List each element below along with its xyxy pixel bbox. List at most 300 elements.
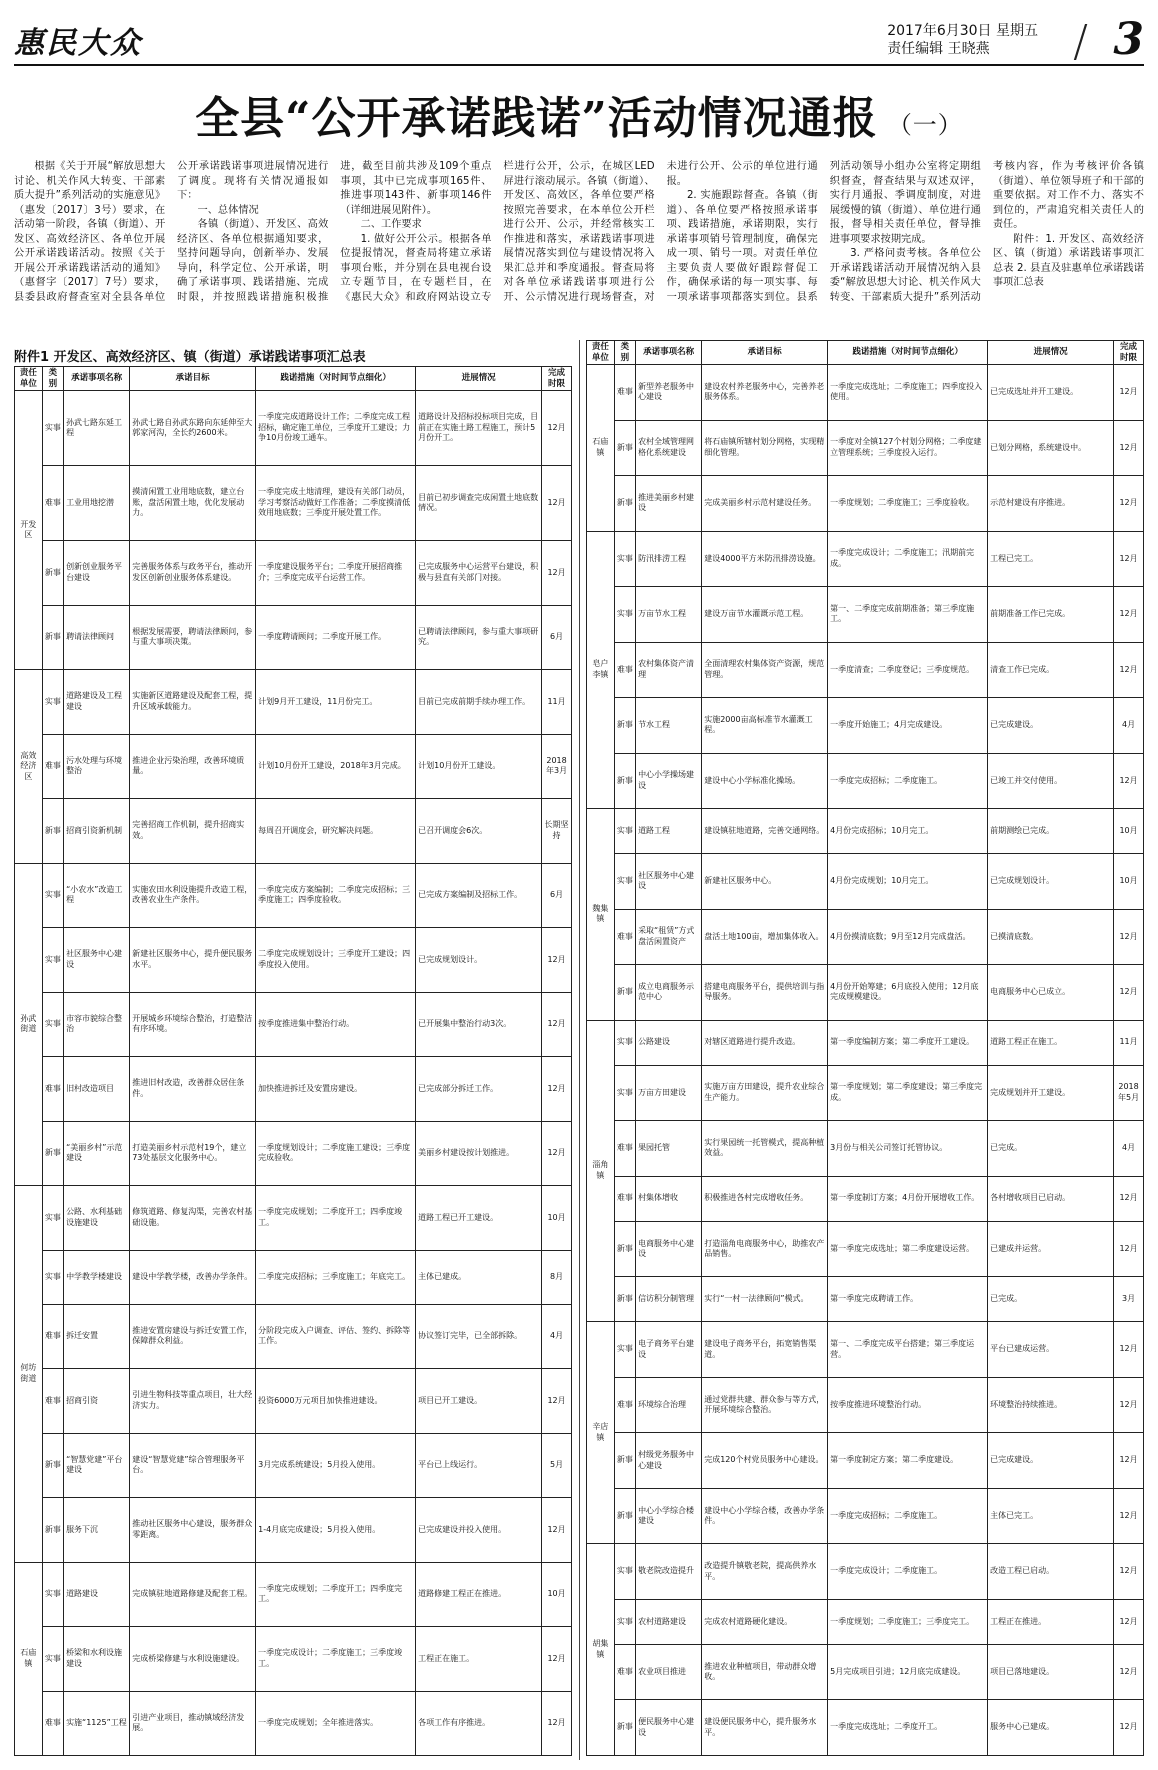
goal-cell: 完成120个村党员服务中心建设。 xyxy=(702,1433,828,1489)
measures-cell: 4月份完成招标；10月完工。 xyxy=(828,809,988,854)
measures-cell: 第一季度规划；第二季度建设；第三季度完成。 xyxy=(828,1065,988,1121)
item-name-cell: 市容市貌综合整治 xyxy=(64,992,130,1057)
table-left xyxy=(14,366,572,1756)
deadline-cell: 12月 xyxy=(1114,1544,1144,1600)
deadline-cell: 6月 xyxy=(542,605,572,670)
column-header: 责任单位 xyxy=(15,367,43,391)
measures-cell: 1-4月底完成建设；5月投入使用。 xyxy=(256,1498,416,1563)
item-name-cell: 农村集体资产清理 xyxy=(636,642,702,698)
deadline-cell: 12月 xyxy=(542,1627,572,1692)
item-name-cell: 农村全域管理网格化系统建设 xyxy=(636,420,702,476)
deadline-cell: 6月 xyxy=(542,863,572,928)
goal-cell: 推进旧村改造，改善群众居住条件。 xyxy=(130,1057,256,1122)
goal-cell: 建设中心小学标准化操场。 xyxy=(702,753,828,809)
measures-cell: 第一季度制订方案；4月份开展增收工作。 xyxy=(828,1176,988,1221)
item-name-cell: 招商引资 xyxy=(64,1369,130,1434)
goal-cell: 打造淄角电商服务中心，助推农产品销售。 xyxy=(702,1221,828,1277)
progress-cell: 协议签订完毕，已全部拆除。 xyxy=(416,1304,542,1369)
responsible-unit-cell: 石庙镇 xyxy=(15,1562,43,1756)
progress-cell: 平台已建成运营。 xyxy=(988,1322,1114,1378)
deadline-cell: 长期坚持 xyxy=(542,799,572,864)
goal-cell: 打造美丽乡村示范村19个，建立73处基层文化服务中心。 xyxy=(130,1121,256,1186)
table-row xyxy=(587,1700,1144,1756)
table-row xyxy=(15,1186,572,1251)
category-cell: 难事 xyxy=(614,1121,635,1177)
progress-cell: 清查工作已完成。 xyxy=(988,642,1114,698)
table-row xyxy=(15,863,572,928)
table-row xyxy=(15,1627,572,1692)
deadline-cell: 12月 xyxy=(1114,753,1144,809)
deadline-cell: 12月 xyxy=(1114,642,1144,698)
progress-cell: 完成规划并开工建设。 xyxy=(988,1065,1114,1121)
item-name-cell: 节水工程 xyxy=(636,698,702,754)
category-cell: 新事 xyxy=(42,1498,63,1563)
measures-cell: 加快推进拆迁及安置房建设。 xyxy=(256,1057,416,1122)
category-cell: 实事 xyxy=(42,1562,63,1627)
goal-cell: 实施2000亩高标准节水灌溉工程。 xyxy=(702,698,828,754)
progress-cell: 已完成建设。 xyxy=(988,698,1114,754)
measures-cell: 第一、二季度完成前期准备；第三季度施工。 xyxy=(828,587,988,643)
goal-cell: 建设中心小学综合楼，改善办学条件。 xyxy=(702,1488,828,1544)
table-row xyxy=(587,1544,1144,1600)
goal-cell: 完成农村道路硬化建设。 xyxy=(702,1599,828,1644)
headline-title: 全县“公开承诺践诺”活动情况通报 xyxy=(195,93,878,144)
newspaper-logo: 惠民大众 xyxy=(14,26,142,61)
progress-cell: 已完成建设并投入使用。 xyxy=(416,1498,542,1563)
column-header: 践诺措施（对时间节点细化） xyxy=(256,367,416,391)
deadline-cell: 12月 xyxy=(542,1691,572,1756)
deadline-cell: 3月 xyxy=(1114,1277,1144,1322)
item-name-cell: 中心小学综合楼建设 xyxy=(636,1488,702,1544)
column-header: 承诺事项名称 xyxy=(636,341,702,365)
category-cell: 新事 xyxy=(42,799,63,864)
goal-cell: 建设电子商务平台，拓宽销售渠道。 xyxy=(702,1322,828,1378)
measures-cell: 一季度完成选址；二季度开工。 xyxy=(828,1700,988,1756)
item-name-cell: “智慧党建”平台建设 xyxy=(64,1433,130,1498)
table-row xyxy=(15,734,572,799)
item-name-cell: 旧村改造项目 xyxy=(64,1057,130,1122)
item-name-cell: 中心小学操场建设 xyxy=(636,753,702,809)
table-row xyxy=(587,1322,1144,1378)
table-row xyxy=(587,1488,1144,1544)
progress-cell: 各项工作有序推进。 xyxy=(416,1691,542,1756)
category-cell: 新事 xyxy=(614,753,635,809)
measures-cell: 一季度清查；二季度登记；三季度规范。 xyxy=(828,642,988,698)
progress-cell: 目前已初步调查完成闲置土地底数情况。 xyxy=(416,466,542,541)
deadline-cell: 12月 xyxy=(542,1498,572,1563)
goal-cell: 盘活土地100亩，增加集体收入。 xyxy=(702,909,828,965)
table-row xyxy=(587,854,1144,910)
table-row xyxy=(587,642,1144,698)
item-name-cell: 电子商务平台建设 xyxy=(636,1322,702,1378)
intro-paragraph: 2. 实施跟踪督查。各镇（街道）、各单位要严格按照承诺事项、践诺措施，承诺期限，实行承诺事项销号管理制度，确保完成一项、销号一项。对责任单位主要负责人要做好跟踪督促工作，确保承诺的每一项实事、每一项承诺事项都落实到位。县系列活动领导小组办公室将定期组织督查，督查结果与双述双评，实行月通报、季调度制度，对进展缓慢的镇（街道）、单位进行通报，督导相关责任单位，督导推进事项要求按期完成。 xyxy=(666,161,981,303)
goal-cell: 实行果园统一托管模式，提高种植效益。 xyxy=(702,1121,828,1177)
measures-cell: 分阶段完成入户调查、评估、签约、拆除等工作。 xyxy=(256,1304,416,1369)
table-row xyxy=(15,1433,572,1498)
item-name-cell: 电商服务中心建设 xyxy=(636,1221,702,1277)
table-header-row xyxy=(15,367,572,391)
item-name-cell: 村级党务服务中心建设 xyxy=(636,1433,702,1489)
category-cell: 难事 xyxy=(614,1176,635,1221)
goal-cell: 通过党群共建、群众参与等方式，开展环境综合整治。 xyxy=(702,1377,828,1433)
category-cell: 新事 xyxy=(614,1700,635,1756)
category-cell: 新事 xyxy=(42,1433,63,1498)
deadline-cell: 2018年5月 xyxy=(1114,1065,1144,1121)
intro-paragraph: 3. 严格问责考核。各单位公开承诺践诺活动开展情况纳入县委“解放思想大讨论、机关作风大转变、干部素质大提升”系列活动考核内容，作为考核评价各镇（街道）、单位领导班子和干部的重要依据。对工作不力、落实不到位的，严肃追究相关责任人的责任。 xyxy=(829,161,1144,303)
responsible-unit-cell: 开发区 xyxy=(15,391,43,670)
measures-cell: 第一季度完成选址；第二季度建设运营。 xyxy=(828,1221,988,1277)
category-cell: 实事 xyxy=(42,1627,63,1692)
goal-cell: 推进安置房建设与拆迁安置工作，保障群众利益。 xyxy=(130,1304,256,1369)
item-name-cell: 农村道路建设 xyxy=(636,1599,702,1644)
item-name-cell: 推进美丽乡村建设 xyxy=(636,476,702,532)
progress-cell: 各村增收项目已启动。 xyxy=(988,1176,1114,1221)
table-row xyxy=(587,698,1144,754)
table-row xyxy=(587,587,1144,643)
item-name-cell: 公路、水利基础设施建设 xyxy=(64,1186,130,1251)
intro-paragraph: 各镇（街道）、开发区、高效经济区、各单位根据通知要求，坚持问题导向，创新举办、发展导向，科学定位、公开承诺，明确了承诺事项、践诺措施、完成时限，并按照践诺措施积极推进，截至目前共涉及109个重点事项，其中已完成事项165件、推进事项143件、新事项146件（详细进展见附件）。 xyxy=(177,161,492,303)
goal-cell: 孙武七路自孙武东路向东延伸至大郭家河沟，全长约2600米。 xyxy=(130,391,256,466)
deadline-cell: 2018年3月 xyxy=(542,734,572,799)
table-right xyxy=(586,340,1144,1756)
progress-cell: 已召开调度会6次。 xyxy=(416,799,542,864)
category-cell: 新事 xyxy=(614,1277,635,1322)
responsible-unit-cell: 魏集镇 xyxy=(587,809,615,1021)
goal-cell: 根据发展需要，聘请法律顾问，参与重大事项决策。 xyxy=(130,605,256,670)
goal-cell: 摸清闲置工业用地底数，建立台账，盘活闲置土地，优化发展动力。 xyxy=(130,466,256,541)
category-cell: 难事 xyxy=(42,1057,63,1122)
item-name-cell: “小农水”改造工程 xyxy=(64,863,130,928)
category-cell: 实事 xyxy=(42,1250,63,1304)
intro-paragraph: 一、总体情况 xyxy=(197,204,259,216)
intro-paragraph: 二、工作要求 xyxy=(360,219,422,230)
measures-cell: 一季度完成选址；二季度施工；四季度投入使用。 xyxy=(828,365,988,421)
measures-cell: 一季度规划；二季度施工；三季度验收。 xyxy=(828,476,988,532)
progress-cell: 计划10月份开工建设。 xyxy=(416,734,542,799)
goal-cell: 实施农田水利设施提升改造工程，改善农业生产条件。 xyxy=(130,863,256,928)
column-header: 类别 xyxy=(614,341,635,365)
table-row xyxy=(15,605,572,670)
category-cell: 实事 xyxy=(614,1599,635,1644)
item-name-cell: 实施“1125”工程 xyxy=(64,1691,130,1756)
headline xyxy=(0,82,1158,146)
item-name-cell: 成立电商服务示范中心 xyxy=(636,965,702,1021)
category-cell: 新事 xyxy=(614,1221,635,1277)
item-name-cell: 社区服务中心建设 xyxy=(64,928,130,993)
goal-cell: 实施新区道路建设及配套工程，提升区域承载能力。 xyxy=(130,670,256,735)
goal-cell: 改造提升镇敬老院，提高供养水平。 xyxy=(702,1544,828,1600)
item-name-cell: 拆迁安置 xyxy=(64,1304,130,1369)
deadline-cell: 8月 xyxy=(542,1250,572,1304)
goal-cell: 建设镇驻地道路，完善交通网络。 xyxy=(702,809,828,854)
table-row xyxy=(15,1304,572,1369)
responsible-unit-cell: 何坊街道 xyxy=(15,1186,43,1563)
category-cell: 实事 xyxy=(614,531,635,587)
deadline-cell: 12月 xyxy=(1114,965,1144,1021)
goal-cell: 全面清理农村集体资产资源，规范管理。 xyxy=(702,642,828,698)
progress-cell: 已聘请法律顾问，参与重大事项研究。 xyxy=(416,605,542,670)
deadline-cell: 12月 xyxy=(1114,587,1144,643)
measures-cell: 每周召开调度会，研究解决问题。 xyxy=(256,799,416,864)
category-cell: 新事 xyxy=(42,605,63,670)
deadline-cell: 12月 xyxy=(1114,531,1144,587)
table-title: 附件1 开发区、高效经济区、镇（街道）承诺践诺事项汇总表 xyxy=(14,350,366,365)
measures-cell: 第一季度制定方案；第二季度建设。 xyxy=(828,1433,988,1489)
deadline-cell: 10月 xyxy=(542,1562,572,1627)
measures-cell: 4月份摸清底数；9月至12月完成盘活。 xyxy=(828,909,988,965)
item-name-cell: 环境综合治理 xyxy=(636,1377,702,1433)
deadline-cell: 4月 xyxy=(1114,698,1144,754)
table-row xyxy=(587,965,1144,1021)
measures-cell: 计划9月开工建设，11月份完工。 xyxy=(256,670,416,735)
table-row xyxy=(15,799,572,864)
measures-cell: 一季度完成土地清理，建设有关部门动员，学习考察活动做好工作准备；二季度摸清低效用地底数；三季度开展处置工作。 xyxy=(256,466,416,541)
table-row xyxy=(587,531,1144,587)
deadline-cell: 12月 xyxy=(1114,476,1144,532)
category-cell: 新事 xyxy=(614,420,635,476)
table-row xyxy=(15,1250,572,1304)
progress-cell: 已摸清底数。 xyxy=(988,909,1114,965)
measures-cell: 按季度推进集中整治行动。 xyxy=(256,992,416,1057)
column-header: 完成时限 xyxy=(542,367,572,391)
deadline-cell: 11月 xyxy=(542,670,572,735)
progress-cell: 道路工程正在施工。 xyxy=(988,1020,1114,1065)
goal-cell: 建设农村养老服务中心，完善养老服务体系。 xyxy=(702,365,828,421)
masthead-rule xyxy=(14,64,1144,66)
category-cell: 难事 xyxy=(614,909,635,965)
goal-cell: 完善招商工作机制，提升招商实效。 xyxy=(130,799,256,864)
category-cell: 难事 xyxy=(42,1369,63,1434)
progress-cell: 工程正在施工。 xyxy=(416,1627,542,1692)
table-row xyxy=(15,541,572,606)
goal-cell: 新建社区服务中心，提升便民服务水平。 xyxy=(130,928,256,993)
measures-cell: 4月份开始筹建；6月底投入使用；12月底完成规模建设。 xyxy=(828,965,988,1021)
table-row xyxy=(587,1020,1144,1065)
goal-cell: 完成镇驻地道路修建及配套工程。 xyxy=(130,1562,256,1627)
column-header: 类别 xyxy=(42,367,63,391)
deadline-cell: 12月 xyxy=(542,466,572,541)
measures-cell: 3月份与相关公司签订托管协议。 xyxy=(828,1121,988,1177)
progress-cell: 示范村建设有序推进。 xyxy=(988,476,1114,532)
table-row xyxy=(587,1433,1144,1489)
intro-paragraph: 附件：1. 开发区、高效经济区、镇（街道）承诺践诺事项汇总表 2. 县直及驻惠单位承诺践诺事项汇总表 xyxy=(992,233,1144,288)
progress-cell: 服务中心已建成。 xyxy=(988,1700,1114,1756)
table-row xyxy=(587,1221,1144,1277)
responsible-unit-cell: 孙武街道 xyxy=(15,863,43,1186)
progress-cell: 改造工程已启动。 xyxy=(988,1544,1114,1600)
deadline-cell: 12月 xyxy=(542,541,572,606)
table-row xyxy=(15,1498,572,1563)
column-divider xyxy=(579,340,580,1760)
item-name-cell: 万亩节水工程 xyxy=(636,587,702,643)
deadline-cell: 12月 xyxy=(1114,1221,1144,1277)
column-header: 承诺目标 xyxy=(702,341,828,365)
dateline xyxy=(887,22,1038,58)
table-row xyxy=(587,753,1144,809)
measures-cell: 一季度规划设计；二季度施工建设；三季度完成验收。 xyxy=(256,1121,416,1186)
measures-cell: 二季度完成规划设计；三季度开工建设；四季度投入使用。 xyxy=(256,928,416,993)
progress-cell: 工程已完工。 xyxy=(988,531,1114,587)
category-cell: 难事 xyxy=(614,642,635,698)
deadline-cell: 12月 xyxy=(1114,1433,1144,1489)
deadline-cell: 11月 xyxy=(1114,1020,1144,1065)
table-row xyxy=(587,1176,1144,1221)
item-name-cell: 污水处理与环境整治 xyxy=(64,734,130,799)
item-name-cell: “美丽乡村”示范建设 xyxy=(64,1121,130,1186)
category-cell: 新事 xyxy=(614,1433,635,1489)
table-row xyxy=(587,1121,1144,1177)
category-cell: 难事 xyxy=(42,1691,63,1756)
measures-cell: 一季度完成招标；二季度施工。 xyxy=(828,1488,988,1544)
progress-cell: 目前已完成前期手续办理工作。 xyxy=(416,670,542,735)
measures-cell: 一季度建设服务平台；二季度开展招商推介；三季度完成平台运营工作。 xyxy=(256,541,416,606)
item-name-cell: 农业项目推进 xyxy=(636,1644,702,1700)
progress-cell: 环境整治持续推进。 xyxy=(988,1377,1114,1433)
progress-cell: 前期准备工作已完成。 xyxy=(988,587,1114,643)
table-row xyxy=(587,1599,1144,1644)
progress-cell: 已完成规划设计。 xyxy=(416,928,542,993)
category-cell: 实事 xyxy=(42,391,63,466)
goal-cell: 建设4000平方米防汛排涝设施。 xyxy=(702,531,828,587)
category-cell: 难事 xyxy=(42,466,63,541)
progress-cell: 道路修建工程正在推进。 xyxy=(416,1562,542,1627)
table-row xyxy=(587,365,1144,421)
item-name-cell: 中学教学楼建设 xyxy=(64,1250,130,1304)
progress-cell: 已建成并运营。 xyxy=(988,1221,1114,1277)
page-number: 3 xyxy=(1113,14,1144,65)
item-name-cell: 新型养老服务中心建设 xyxy=(636,365,702,421)
column-header: 完成时限 xyxy=(1114,341,1144,365)
column-header: 承诺目标 xyxy=(130,367,256,391)
progress-cell: 工程正在推进。 xyxy=(988,1599,1114,1644)
responsible-unit-cell: 石庙镇 xyxy=(587,365,615,532)
measures-cell: 一季度完成规划；全年推进落实。 xyxy=(256,1691,416,1756)
measures-cell: 5月完成项目引进；12月底完成建设。 xyxy=(828,1644,988,1700)
table-row xyxy=(587,1377,1144,1433)
progress-cell: 电商服务中心已成立。 xyxy=(988,965,1114,1021)
category-cell: 新事 xyxy=(614,1488,635,1544)
item-name-cell: 招商引资新机制 xyxy=(64,799,130,864)
category-cell: 实事 xyxy=(42,928,63,993)
measures-cell: 一季度完成设计；二季度施工；三季度竣工。 xyxy=(256,1627,416,1692)
measures-cell: 投资6000万元项目加快推进建设。 xyxy=(256,1369,416,1434)
progress-cell: 项目已开工建设。 xyxy=(416,1369,542,1434)
item-name-cell: 万亩方田建设 xyxy=(636,1065,702,1121)
table-row xyxy=(587,1277,1144,1322)
goal-cell: 建设“智慧党建”综合管理服务平台。 xyxy=(130,1433,256,1498)
category-cell: 难事 xyxy=(42,734,63,799)
column-header: 进展情况 xyxy=(988,341,1114,365)
responsible-unit-cell: 高效经济区 xyxy=(15,670,43,864)
item-name-cell: 道路建设 xyxy=(64,1562,130,1627)
issue-date: 2017年6月30日 星期五 xyxy=(887,23,1038,39)
item-name-cell: 信访积分制管理 xyxy=(636,1277,702,1322)
measures-cell: 一季度聘请顾问；二季度开展工作。 xyxy=(256,605,416,670)
progress-cell: 已完成服务中心运营平台建设，积极与县直有关部门对接。 xyxy=(416,541,542,606)
column-header: 进展情况 xyxy=(416,367,542,391)
deadline-cell: 4月 xyxy=(1114,1121,1144,1177)
measures-cell: 二季度完成招标；三季度施工；年底完工。 xyxy=(256,1250,416,1304)
deadline-cell: 12月 xyxy=(1114,1322,1144,1378)
editor-credit: 责任编辑 王晓燕 xyxy=(887,41,990,57)
deadline-cell: 12月 xyxy=(1114,1700,1144,1756)
category-cell: 新事 xyxy=(614,698,635,754)
category-cell: 新事 xyxy=(614,476,635,532)
goal-cell: 推动社区服务中心建设，服务群众零距离。 xyxy=(130,1498,256,1563)
intro-paragraph: 根据《关于开展“解放思想大讨论、机关作风大转变、干部素质大提升”系列活动的实施意见》（惠发〔2017〕3号）要求，在活动第一阶段，各镇（街道）、开发区、高效经济区、各单位开展公开承诺践诺活动。按照《关于开展公开承诺践诺活动的通知》（惠督字〔2017〕7号）要求，县委县政府督查室对全县各单位公开承诺践诺事项进展情况进行了调度。现将有关情况通报如下： xyxy=(14,161,329,303)
category-cell: 难事 xyxy=(614,1644,635,1700)
category-cell: 实事 xyxy=(614,1322,635,1378)
progress-cell: 前期测绘已完成。 xyxy=(988,809,1114,854)
table-row xyxy=(15,466,572,541)
progress-cell: 已完成。 xyxy=(988,1121,1114,1177)
deadline-cell: 10月 xyxy=(1114,854,1144,910)
goal-cell: 修筑道路、修复沟渠，完善农村基础设施。 xyxy=(130,1186,256,1251)
item-name-cell: 服务下沉 xyxy=(64,1498,130,1563)
item-name-cell: 防汛排涝工程 xyxy=(636,531,702,587)
table-row xyxy=(15,992,572,1057)
category-cell: 难事 xyxy=(614,1377,635,1433)
category-cell: 实事 xyxy=(614,1065,635,1121)
category-cell: 实事 xyxy=(614,1544,635,1600)
measures-cell: 一季度完成设计；二季度施工。 xyxy=(828,1544,988,1600)
goal-cell: 完善服务体系与政务平台，推动开发区创新创业服务体系建设。 xyxy=(130,541,256,606)
progress-cell: 项目已落地建设。 xyxy=(988,1644,1114,1700)
deadline-cell: 12月 xyxy=(1114,1176,1144,1221)
responsible-unit-cell: 淄角镇 xyxy=(587,1020,615,1322)
item-name-cell: 道路工程 xyxy=(636,809,702,854)
measures-cell: 一季度开始施工；4月完成建设。 xyxy=(828,698,988,754)
goal-cell: 完成美丽乡村示范村建设任务。 xyxy=(702,476,828,532)
item-name-cell: 工业用地挖潜 xyxy=(64,466,130,541)
category-cell: 实事 xyxy=(614,1020,635,1065)
deadline-cell: 12月 xyxy=(542,928,572,993)
table-row xyxy=(15,1057,572,1122)
category-cell: 新事 xyxy=(42,541,63,606)
category-cell: 实事 xyxy=(42,1186,63,1251)
progress-cell: 已划分网格，系统建设中。 xyxy=(988,420,1114,476)
table-row xyxy=(587,809,1144,854)
category-cell: 实事 xyxy=(614,854,635,910)
responsible-unit-cell: 辛店镇 xyxy=(587,1322,615,1544)
goal-cell: 开展城乡环境综合整治，打造整洁有序环境。 xyxy=(130,992,256,1057)
page-slash-icon: / xyxy=(1073,16,1088,67)
deadline-cell: 10月 xyxy=(1114,809,1144,854)
category-cell: 实事 xyxy=(614,587,635,643)
progress-cell: 道路设计及招标投标项目完成，目前正在实施土路工程施工，预计5月份开工。 xyxy=(416,391,542,466)
deadline-cell: 12月 xyxy=(1114,1377,1144,1433)
goal-cell: 建设便民服务中心，提升服务水平。 xyxy=(702,1700,828,1756)
table-row xyxy=(15,1562,572,1627)
summary-table-left xyxy=(14,366,572,1756)
progress-cell: 已开展集中整治行动3次。 xyxy=(416,992,542,1057)
item-name-cell: 孙武七路东延工程 xyxy=(64,391,130,466)
table-row xyxy=(15,670,572,735)
deadline-cell: 12月 xyxy=(1114,909,1144,965)
measures-cell: 一季度完成设计；二季度施工；汛期前完成。 xyxy=(828,531,988,587)
category-cell: 实事 xyxy=(42,992,63,1057)
deadline-cell: 12月 xyxy=(542,992,572,1057)
measures-cell: 3月完成系统建设；5月投入使用。 xyxy=(256,1433,416,1498)
goal-cell: 积极推进各村完成增收任务。 xyxy=(702,1176,828,1221)
item-name-cell: 采取“租赁”方式盘活闲置资产 xyxy=(636,909,702,965)
measures-cell: 一季度对全镇127个村划分网格；二季度建立管理系统；三季度投入运行。 xyxy=(828,420,988,476)
goal-cell: 建设中学教学楼，改善办学条件。 xyxy=(130,1250,256,1304)
progress-cell: 已完成建设。 xyxy=(988,1433,1114,1489)
measures-cell: 按季度推进环境整治行动。 xyxy=(828,1377,988,1433)
deadline-cell: 10月 xyxy=(542,1186,572,1251)
category-cell: 新事 xyxy=(42,1121,63,1186)
